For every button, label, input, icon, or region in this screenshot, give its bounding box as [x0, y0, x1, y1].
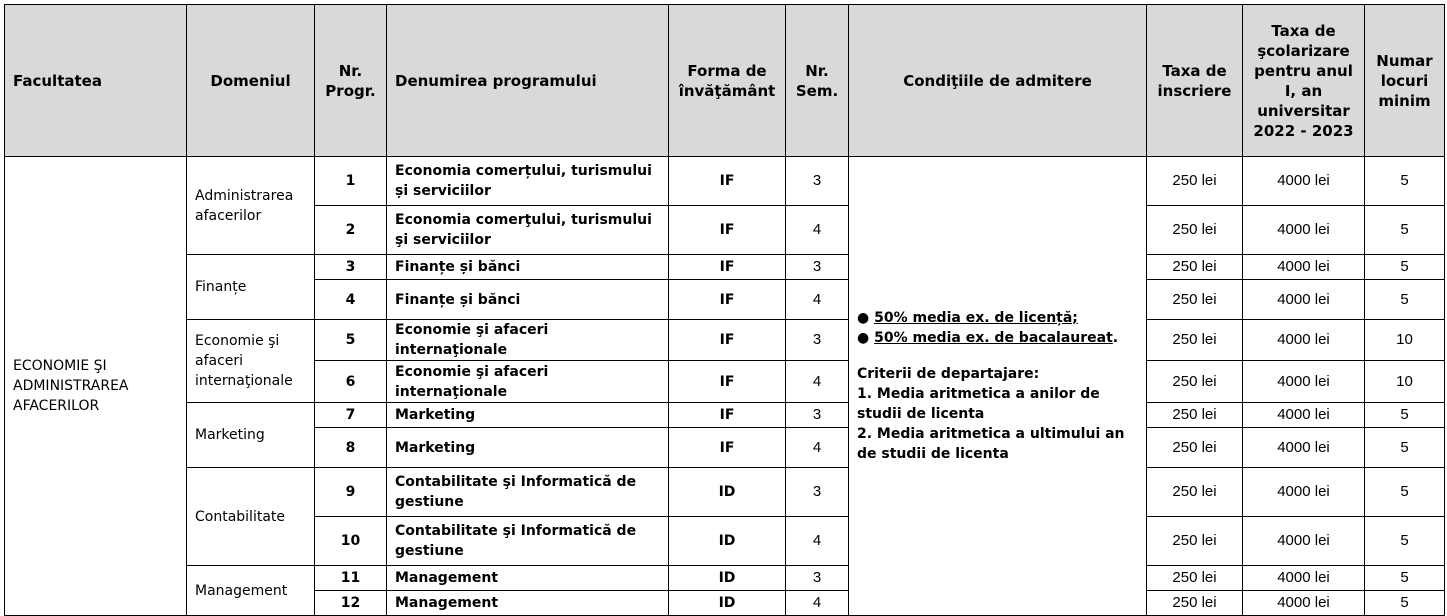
nr-progr-cell: 10 [315, 517, 387, 566]
header-conditii: Condiţiile de admitere [849, 5, 1147, 157]
nr-progr-cell: 6 [315, 361, 387, 403]
locuri-cell: 5 [1365, 206, 1445, 255]
header-domeniul: Domeniul [187, 5, 315, 157]
nr-progr-cell: 8 [315, 428, 387, 468]
facultate-cell: ECONOMIE ŞI ADMINISTRAREA AFACERILOR [5, 157, 187, 616]
taxa-scolarizare-cell: 4000 lei [1243, 255, 1365, 280]
taxa-inscriere-cell: 250 lei [1147, 361, 1243, 403]
nr-progr-cell: 7 [315, 403, 387, 428]
locuri-cell: 5 [1365, 517, 1445, 566]
table-row [5, 255, 1445, 280]
taxa-scolarizare-cell: 4000 lei [1243, 320, 1365, 361]
domeniu-cell: Contabilitate [187, 468, 315, 566]
header-nr-sem: Nr. Sem. [786, 5, 849, 157]
header-taxa-scolarizare: Taxa de şcolarizare pentru anul I, an universitar 2022 - 2023 [1243, 5, 1365, 157]
table-row [5, 468, 1445, 517]
forma-cell: ID [669, 517, 786, 566]
conditii-cell [849, 157, 1147, 616]
sem-cell: 3 [786, 320, 849, 361]
header-denumirea: Denumirea programului [387, 5, 669, 157]
taxa-inscriere-cell: 250 lei [1147, 280, 1243, 320]
sem-cell: 3 [786, 403, 849, 428]
taxa-scolarizare-cell: 4000 lei [1243, 428, 1365, 468]
domeniu-cell: Administrarea afacerilor [187, 157, 315, 255]
locuri-cell: 5 [1365, 280, 1445, 320]
conditie-2-text: 50% media ex. de bacalaureat [874, 330, 1113, 346]
forma-cell: IF [669, 157, 786, 206]
sem-cell: 4 [786, 591, 849, 616]
sem-cell: 3 [786, 566, 849, 591]
program-cell: Finanțe și bănci [387, 255, 669, 280]
domeniu-cell: Economie şi afaceri internaţionale [187, 320, 315, 403]
taxa-inscriere-cell: 250 lei [1147, 468, 1243, 517]
sem-cell: 4 [786, 517, 849, 566]
nr-progr-cell: 9 [315, 468, 387, 517]
locuri-cell: 5 [1365, 566, 1445, 591]
bullet-icon: ● [857, 330, 870, 346]
bullet-icon: ● [857, 310, 870, 326]
locuri-cell: 5 [1365, 157, 1445, 206]
program-cell: Marketing [387, 403, 669, 428]
nr-progr-cell: 5 [315, 320, 387, 361]
forma-cell: IF [669, 280, 786, 320]
taxa-scolarizare-cell: 4000 lei [1243, 361, 1365, 403]
nr-progr-cell: 1 [315, 157, 387, 206]
header-nr-progr: Nr. Progr. [315, 5, 387, 157]
program-cell: Economie şi afaceri internaţionale [387, 320, 669, 361]
sem-cell: 3 [786, 157, 849, 206]
program-cell: Finanțe și bănci [387, 280, 669, 320]
header-facultatea: Facultatea [5, 5, 187, 157]
taxa-scolarizare-cell: 4000 lei [1243, 566, 1365, 591]
domeniu-cell: Management [187, 566, 315, 616]
forma-cell: IF [669, 428, 786, 468]
sem-cell: 4 [786, 206, 849, 255]
locuri-cell: 5 [1365, 403, 1445, 428]
forma-cell: IF [669, 320, 786, 361]
header-locuri: Numar locuri minim [1365, 5, 1445, 157]
program-cell: Economia comerțului, turismului și serviciilor [387, 157, 669, 206]
taxa-inscriere-cell: 250 lei [1147, 206, 1243, 255]
header-taxa-inscriere: Taxa de inscriere [1147, 5, 1243, 157]
locuri-cell: 10 [1365, 361, 1445, 403]
header-forma: Forma de învăţământ [669, 5, 786, 157]
taxa-inscriere-cell: 250 lei [1147, 517, 1243, 566]
sem-cell: 3 [786, 255, 849, 280]
taxa-inscriere-cell: 250 lei [1147, 403, 1243, 428]
criteriu-2: 2. Media aritmetica a ultimului an de studii de licenta [857, 426, 1125, 462]
locuri-cell: 5 [1365, 591, 1445, 616]
program-cell: Contabilitate şi Informatică de gestiune [387, 468, 669, 517]
criterii-title: Criterii de departajare: [857, 366, 1040, 382]
conditie-2 [857, 328, 1138, 348]
locuri-cell: 10 [1365, 320, 1445, 361]
nr-progr-cell: 3 [315, 255, 387, 280]
locuri-cell: 5 [1365, 428, 1445, 468]
table-row [5, 157, 1445, 206]
taxa-inscriere-cell: 250 lei [1147, 255, 1243, 280]
forma-cell: ID [669, 468, 786, 517]
taxa-inscriere-cell: 250 lei [1147, 566, 1243, 591]
forma-cell: IF [669, 403, 786, 428]
forma-cell: ID [669, 566, 786, 591]
nr-progr-cell: 12 [315, 591, 387, 616]
conditie-1 [857, 308, 1138, 328]
taxa-scolarizare-cell: 4000 lei [1243, 468, 1365, 517]
table-row [5, 403, 1445, 428]
forma-cell: IF [669, 255, 786, 280]
program-cell: Marketing [387, 428, 669, 468]
domeniu-cell: Finanțe [187, 255, 315, 320]
sem-cell: 4 [786, 361, 849, 403]
forma-cell: IF [669, 206, 786, 255]
taxa-inscriere-cell: 250 lei [1147, 157, 1243, 206]
locuri-cell: 5 [1365, 255, 1445, 280]
domeniu-cell: Marketing [187, 403, 315, 468]
forma-cell: IF [669, 361, 786, 403]
sem-cell: 4 [786, 280, 849, 320]
conditie-2-suffix: . [1112, 330, 1119, 346]
taxa-scolarizare-cell: 4000 lei [1243, 403, 1365, 428]
program-cell: Management [387, 566, 669, 591]
nr-progr-cell: 11 [315, 566, 387, 591]
program-cell: Contabilitate şi Informatică de gestiune [387, 517, 669, 566]
taxa-scolarizare-cell: 4000 lei [1243, 157, 1365, 206]
sem-cell: 4 [786, 428, 849, 468]
taxa-inscriere-cell: 250 lei [1147, 428, 1243, 468]
taxa-scolarizare-cell: 4000 lei [1243, 206, 1365, 255]
table-row [5, 566, 1445, 591]
taxa-scolarizare-cell: 4000 lei [1243, 280, 1365, 320]
nr-progr-cell: 2 [315, 206, 387, 255]
table-row [5, 320, 1445, 361]
locuri-cell: 5 [1365, 468, 1445, 517]
criteriu-1: 1. Media aritmetica a anilor de studii de licenta [857, 386, 1100, 422]
sem-cell: 3 [786, 468, 849, 517]
forma-cell: ID [669, 591, 786, 616]
nr-progr-cell: 4 [315, 280, 387, 320]
taxa-inscriere-cell: 250 lei [1147, 320, 1243, 361]
header-row [5, 5, 1445, 157]
taxa-inscriere-cell: 250 lei [1147, 591, 1243, 616]
admission-table [4, 4, 1445, 616]
program-cell: Management [387, 591, 669, 616]
conditie-1-text: 50% media ex. de licență; [874, 310, 1078, 326]
program-cell: Economia comerţului, turismului şi serviciilor [387, 206, 669, 255]
taxa-scolarizare-cell: 4000 lei [1243, 517, 1365, 566]
taxa-scolarizare-cell: 4000 lei [1243, 591, 1365, 616]
program-cell: Economie şi afaceri internaţionale [387, 361, 669, 403]
